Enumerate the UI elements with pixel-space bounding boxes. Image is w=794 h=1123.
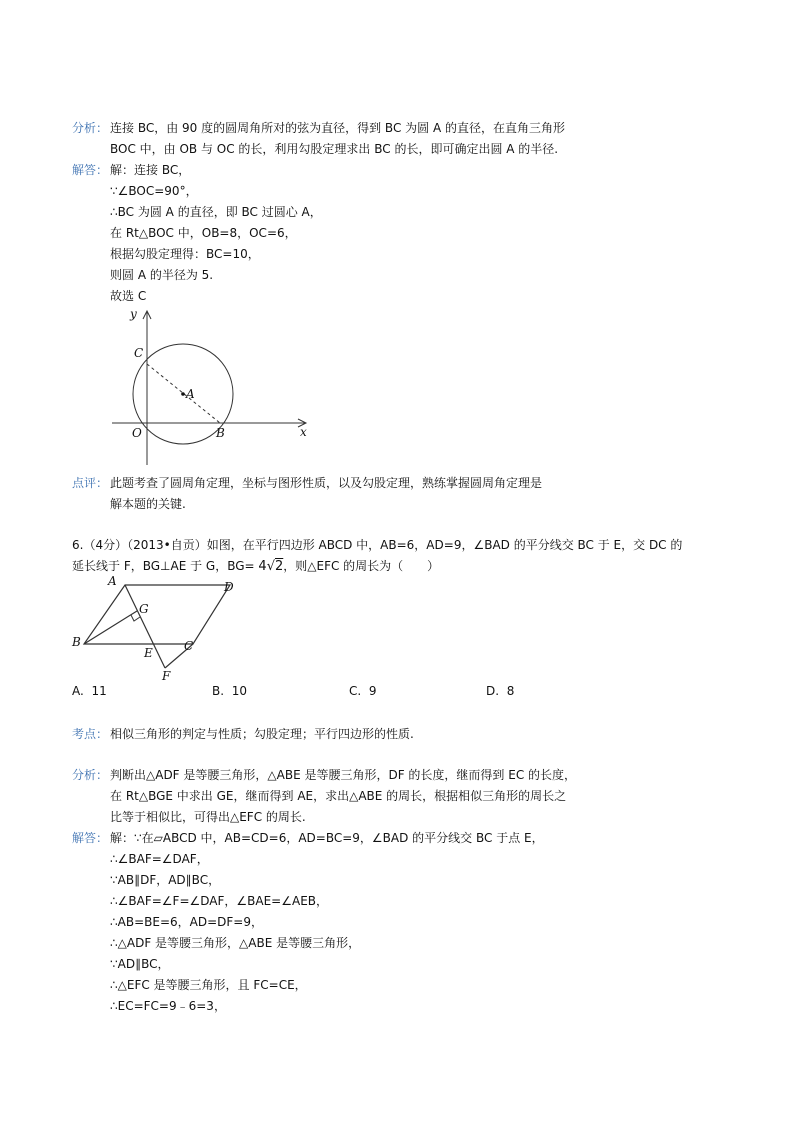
sqrt-coefficient: 4 (258, 559, 267, 574)
label-g: G (139, 602, 149, 616)
bg-value: 4√2 (258, 559, 284, 574)
option-d[interactable] (486, 684, 514, 698)
q5-analysis-line: 连接 BC，由 90 度的圆周角所对的弦为直径，得到 BC 为圆 A 的直径，在直角三角形 (110, 121, 565, 135)
q6-stem-text: ，则△EFC 的周长为（ ） (283, 559, 440, 573)
option-value: 8 (506, 684, 515, 698)
q5-circle-figure (100, 305, 315, 470)
q6-analysis-line: 比等于相似比，可得出△EFC 的周长. (110, 810, 306, 824)
label-y: y (130, 307, 137, 321)
label-b: B (72, 635, 81, 649)
label-f: F (162, 669, 171, 683)
q5-solution-line: ∵∠BOC=90°， (110, 184, 198, 198)
label-c: C (184, 639, 194, 653)
option-c[interactable] (349, 684, 376, 698)
q5-solution-line: 故选 C (110, 289, 147, 303)
option-letter: B. (212, 684, 225, 698)
option-letter: A. (72, 684, 84, 698)
q6-stem-line: 6.（4分）（2013•自贡）如图，在平行四边形 ABCD 中，AB=6，AD=9，∠BAD 的平分线交 BC 于 E，交 DC 的 (72, 538, 683, 552)
q5-solution-line: 在 Rt△BOC 中，OB=8，OC=6， (110, 226, 297, 240)
option-a[interactable] (72, 684, 107, 698)
option-b[interactable] (212, 684, 247, 698)
q6-solution-line: ∴EC=FC=9﹣6=3， (110, 999, 226, 1013)
q6-analysis-line: 在 Rt△BGE 中求出 GE，继而得到 AE，求出△ABE 的周长，根据相似三角形的周长之 (110, 789, 567, 803)
label-b: B (216, 426, 225, 440)
q5-solution-line: 解：连接 BC， (110, 163, 191, 177)
label-e: E (144, 646, 153, 660)
q5-analysis-line: BOC 中，由 OB 与 OC 的长，利用勾股定理求出 BC 的长，即可确定出圆 A 的半径. (110, 142, 559, 156)
q6-solution-line: ∴∠BAF=∠DAF， (110, 852, 209, 866)
q5-solution-line: ∴BC 为圆 A 的直径，即 BC 过圆心 A， (110, 205, 322, 219)
q6-solution-line: ∴△EFC 是等腰三角形，且 FC=CE， (110, 978, 307, 992)
center-point-a (181, 392, 185, 396)
option-value: 9 (368, 684, 377, 698)
q6-solution-line: ∵AD∥BC， (110, 957, 170, 971)
q5-analysis-label: 分析： (72, 121, 109, 135)
option-letter: D. (486, 684, 500, 698)
q5-solution-line: 根据勾股定理得：BC=10， (110, 247, 260, 261)
q6-solution-line: ∵AB∥DF，AD∥BC， (110, 873, 221, 887)
label-o: O (132, 426, 142, 440)
q6-solution-line: ∴∠BAF=∠F=∠DAF，∠BAE=∠AEB， (110, 894, 329, 908)
q5-review-label: 点评： (72, 476, 109, 490)
q5-review-line: 此题考查了圆周角定理，坐标与图形性质，以及勾股定理，熟练掌握圆周角定理是 (110, 476, 543, 490)
option-value: 10 (231, 684, 247, 698)
q6-solution-line: ∴AB=BE=6，AD=DF=9， (110, 915, 263, 929)
q6-parallelogram-figure (70, 575, 240, 683)
label-x: x (300, 425, 307, 439)
q6-kaodian-text: 相似三角形的判定与性质；勾股定理；平行四边形的性质. (110, 727, 414, 741)
parallelogram-abcd (84, 585, 230, 644)
q6-solution-line: 解：∵在▱ABCD 中，AB=CD=6，AD=BC=9，∠BAD 的平分线交 BC 于点 E， (110, 831, 544, 845)
q6-stem-line (72, 558, 439, 575)
label-a: A (108, 574, 117, 588)
option-letter: C. (349, 684, 362, 698)
label-a: A (186, 387, 195, 401)
q6-kaodian-label: 考点： (72, 727, 109, 741)
q5-solution-label: 解答： (72, 163, 109, 177)
segment-bg (84, 611, 137, 644)
q5-solution-line: 则圆 A 的半径为 5. (110, 268, 214, 282)
label-d: D (224, 580, 234, 594)
sqrt-radicand: 2 (274, 559, 284, 574)
label-c: C (134, 346, 144, 360)
q6-stem-text: 延长线于 F，BG⊥AE 于 G，BG= (72, 559, 259, 573)
q6-solution-label: 解答： (72, 831, 109, 845)
q5-review-line: 解本题的关键. (110, 497, 186, 511)
option-value: 11 (91, 684, 107, 698)
q6-analysis-line: 判断出△ADF 是等腰三角形，△ABE 是等腰三角形，DF 的长度，继而得到 EC 的长度， (110, 768, 577, 782)
q6-analysis-label: 分析： (72, 768, 109, 782)
q6-solution-line: ∴△ADF 是等腰三角形，△ABE 是等腰三角形， (110, 936, 361, 950)
